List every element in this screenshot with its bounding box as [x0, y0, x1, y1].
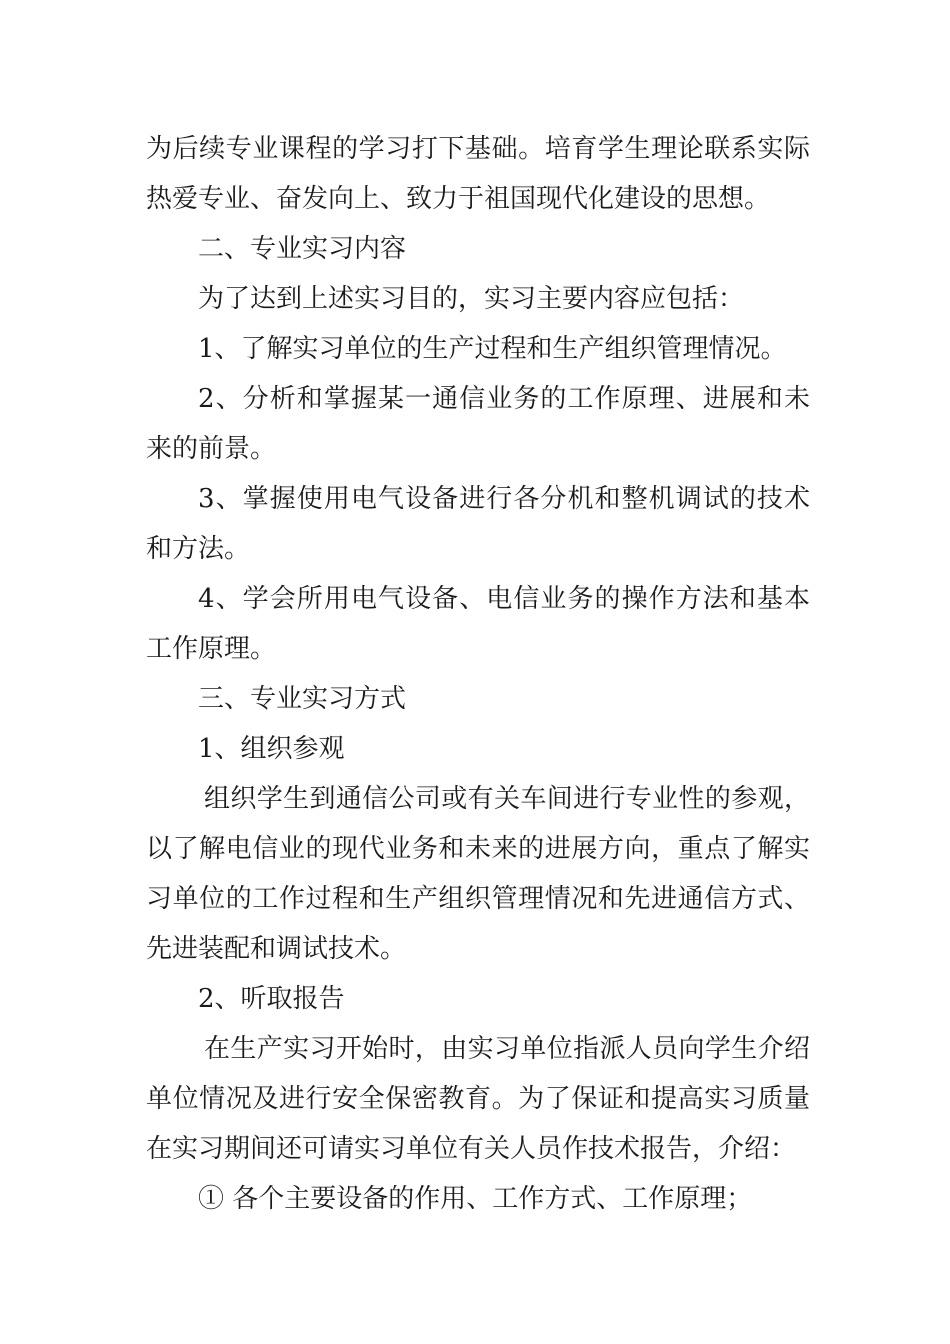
section-heading-content: 二、专业实习内容 [198, 234, 407, 264]
paragraph-report: 在生产实习开始时，由实习单位指派人员向学生介绍单位情况及进行安全保密教育。为了保证和提高实习质量在实习期间还可请实习单位有关人员作技术报告，介绍： [146, 1034, 810, 1164]
list-item-1: 1、了解实习单位的生产过程和生产组织管理情况。 [198, 334, 787, 364]
list-item-3: 3、掌握使用电气设备进行各分机和整机调试的技术和方法。 [146, 484, 810, 564]
paragraph-visit: 组织学生到通信公司或有关车间进行专业性的参观，以了解电信业的现代业务和未来的进展方向，重点了解实习单位的工作过程和生产组织管理情况和先进通信方式、先进装配和调试技术。 [146, 784, 810, 964]
list-item-2: 2、分析和掌握某一通信业务的工作原理、进展和未来的前景。 [146, 384, 810, 464]
list-item-4: 4、学会所用电气设备、电信业务的操作方法和基本工作原理。 [146, 584, 810, 664]
circled-item-1: ① 各个主要设备的作用、工作方式、工作原理； [198, 1184, 753, 1214]
document-body [146, 124, 810, 1224]
subheading-report: 2、听取报告 [198, 984, 345, 1014]
section-heading-methods: 三、专业实习方式 [198, 684, 407, 714]
subheading-visit: 1、组织参观 [198, 734, 345, 764]
paragraph-continuation: 为后续专业课程的学习打下基础。培育学生理论联系实际热爱专业、奋发向上、致力于祖国现代化建设的思想。 [146, 134, 810, 214]
paragraph-content-intro: 为了达到上述实习目的，实习主要内容应包括： [198, 284, 745, 314]
